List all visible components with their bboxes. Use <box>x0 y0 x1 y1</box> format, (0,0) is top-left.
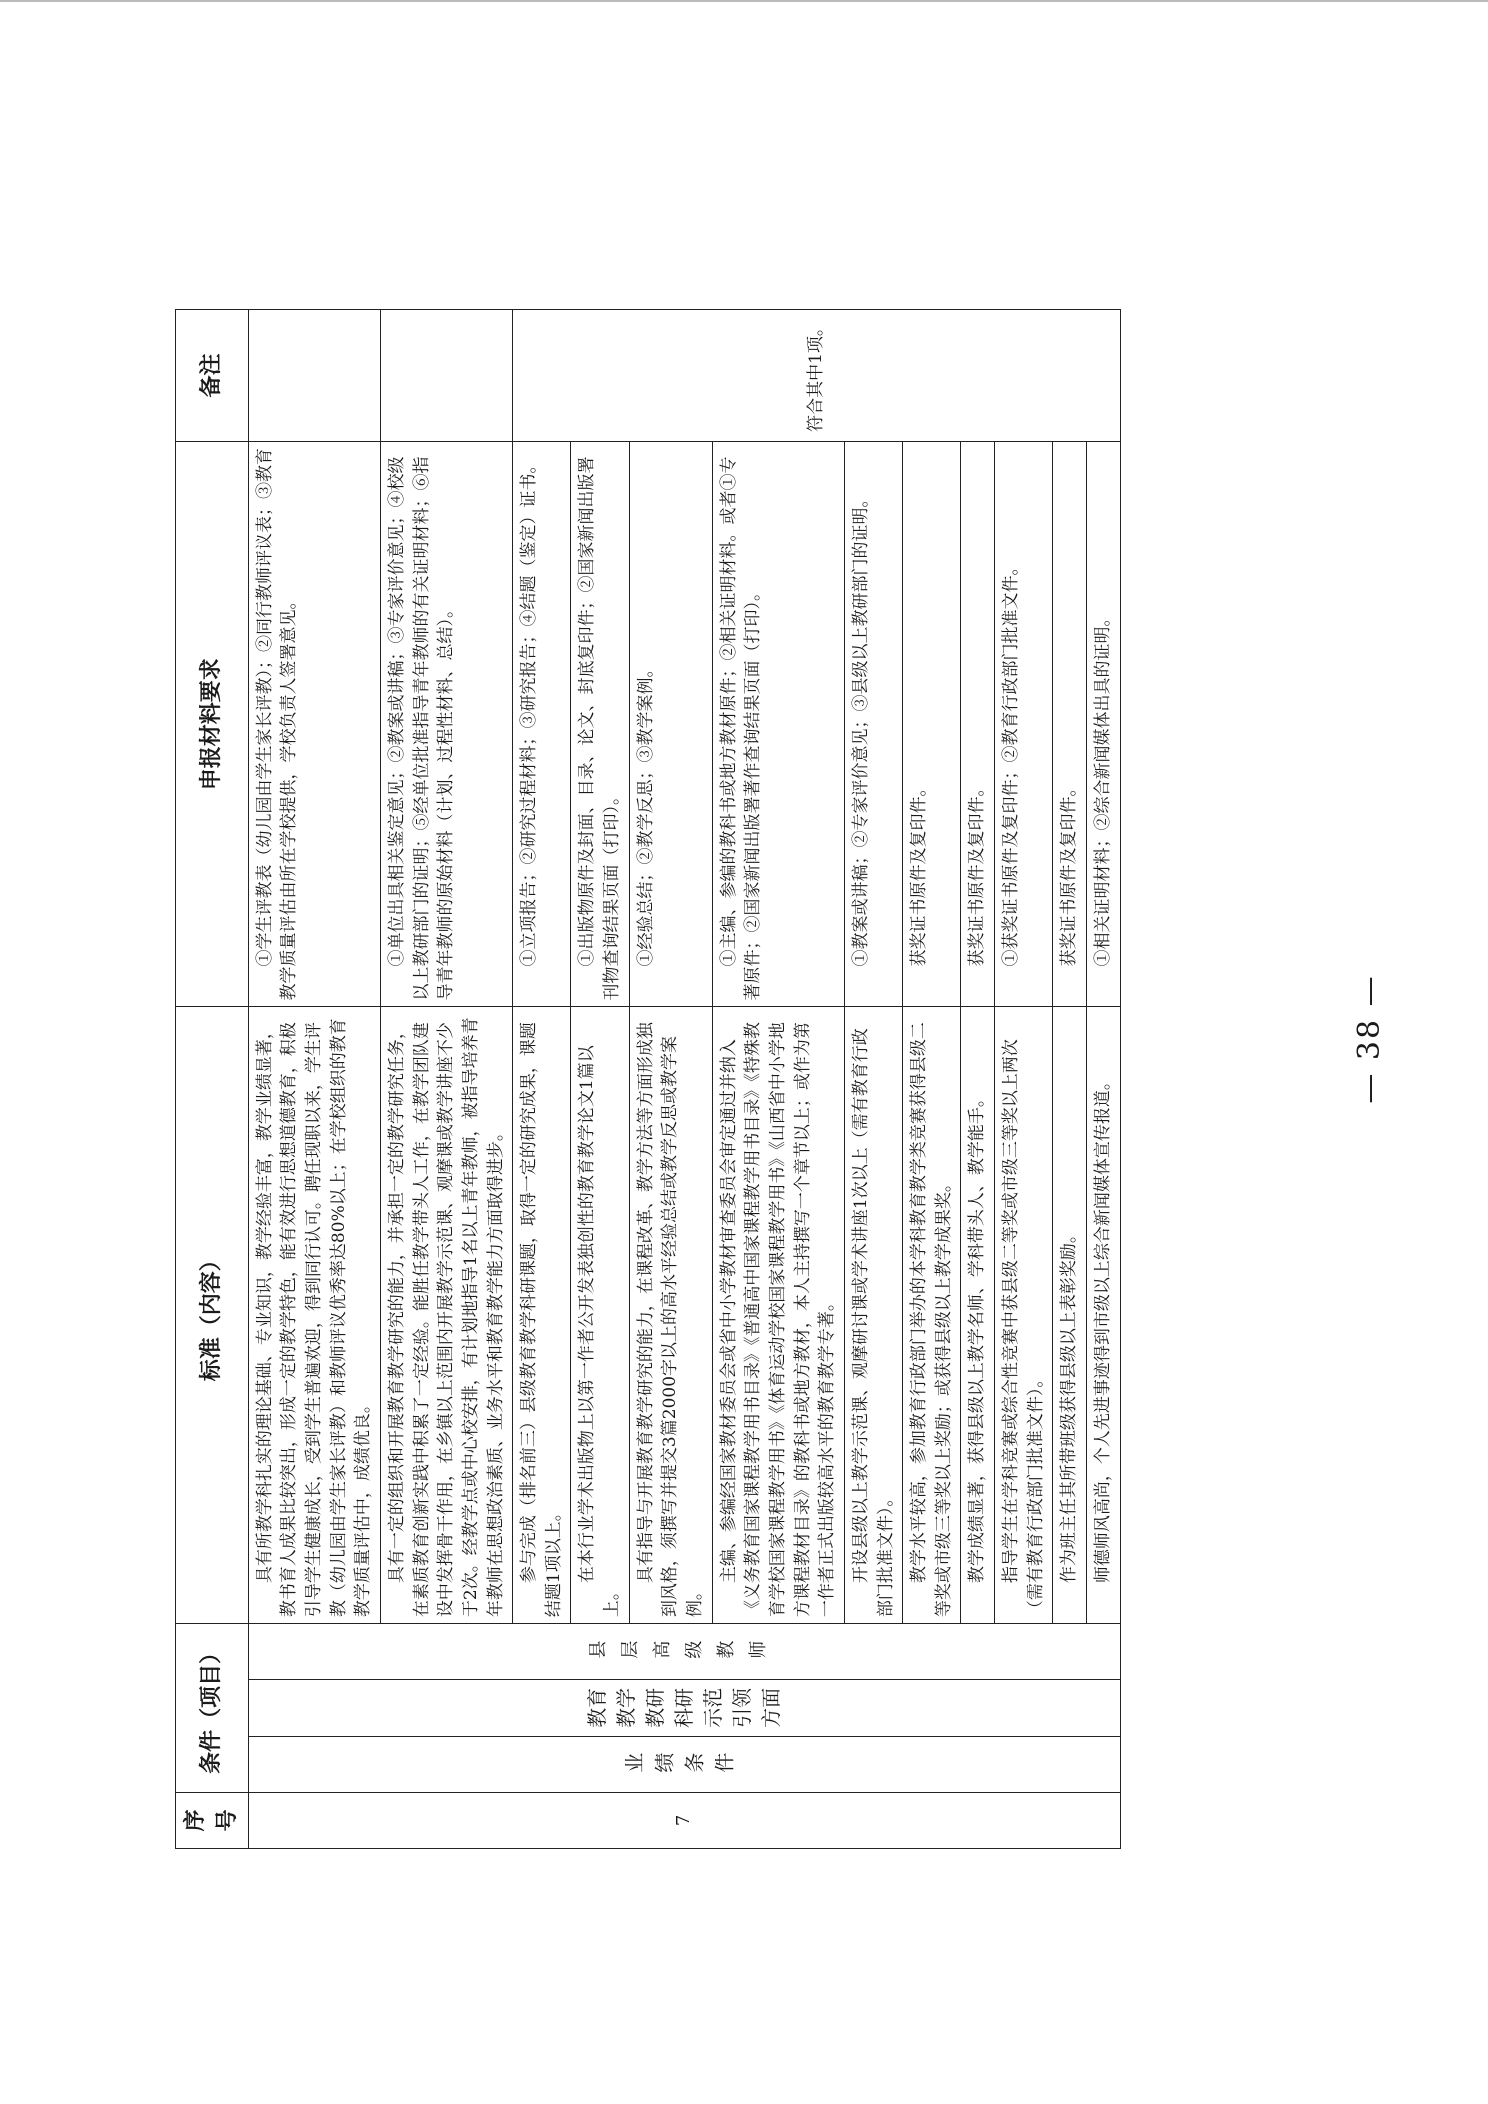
table-row <box>380 310 512 1849</box>
standard-cell: 教学水平较高，参加教育行政部门举办的本学科教育教学类竞赛获得县级二等奖或市级三等奖以上奖励；或获得县级以上教学成果奖。 <box>903 1007 961 1624</box>
standard-cell: 作为班主任其所带班级获得县级以上表彰奖励。 <box>1053 1007 1087 1624</box>
header-seq: 序号 <box>176 1792 249 1848</box>
standard-cell: 具有指导与开展教育教学研究的能力，在课程改革、教学方法等方面形成独到风格，须撰写并提交3篇2000字以上的高水平经验总结或教学反思或教学案例。 <box>629 1007 712 1624</box>
materials-cell: 获奖证书原件及复印件。 <box>961 441 995 1006</box>
standard-cell: 指导学生在学科竞赛或综合性竞赛中获县级二等奖或市级三等奖以上两次（需有教育行政部门批准文件）。 <box>995 1007 1053 1624</box>
table-row <box>961 310 995 1849</box>
table-row <box>248 310 380 1849</box>
standard-cell: 参与完成（排名前三）县级教育教学科研课题，取得一定的研究成果，课题结题1项以上。 <box>513 1007 571 1624</box>
table-row <box>629 310 712 1849</box>
criteria-table <box>175 309 1121 1849</box>
standard-cell: 教学成绩显著，获得县级以上教学名师、学科带头人、教学能手。 <box>961 1007 995 1624</box>
table-row <box>571 310 629 1849</box>
table-row <box>513 310 571 1849</box>
standard-cell: 具有所教学科扎实的理论基础、专业知识，教学经验丰富，教学业绩显著，教书育人成果比较突出，形成一定的教学特色，能有效进行思想道德教育，积极引导学生健康成长，受到学生普遍欢迎，得到同行认可。聘任现职以来，学生评教（幼儿园由学生家长评教）和教师评议优秀率达80%以上；在学校组织的教育教学质量评估中，成绩优良。 <box>248 1007 380 1624</box>
table-row <box>903 310 961 1849</box>
level-label: 县层高级教师 <box>588 1640 781 1662</box>
seq-cell: 7 <box>248 1792 1120 1848</box>
condition-item-cell: 教育教学教研科研示范引领方面 <box>248 1680 1120 1736</box>
materials-cell: ①立项报告；②研究过程材料；③研究报告；④结题（鉴定）证书。 <box>513 441 571 1006</box>
condition-group-cell <box>248 1736 1120 1792</box>
header-condition: 条件（项目） <box>176 1624 249 1793</box>
materials-cell: ①经验总结；②教学反思；③教学案例。 <box>629 441 712 1006</box>
standard-cell: 具有一定的组织和开展教育教学研究的能力，并承担一定的教学研究任务，在素质教育创新实践中积累了一定经验。能胜任教学带头人工作，在教学团队建设中发挥骨干作用，在乡镇以上范围内开展教学示范课、观摩课或教学讲座不少于2次。经教学点或中心校安排，有计划地指导1名以上青年教师，被指导培养青年教师在思想政治素质、业务水平和教育教学能力方面取得进步。 <box>380 1007 512 1624</box>
remark-cell-empty <box>248 310 380 442</box>
remark-cell: 符合其中1项。 <box>513 310 1120 442</box>
table-row <box>712 310 844 1849</box>
standard-cell: 在本行业学术出版物上以第一作者公开发表独创性的教育教学论文1篇以上。 <box>571 1007 629 1624</box>
materials-cell: ①出版物原件及封面、目录、论文、封底复印件；②国家新闻出版署刊物查询结果页面（打印）。 <box>571 441 629 1006</box>
condition-group-label: 业绩条件 <box>624 1752 745 1777</box>
materials-cell: ①教案或讲稿；②专家评价意见；③县级以上教研部门的证明。 <box>844 441 902 1006</box>
table-row <box>844 310 902 1849</box>
header-standard: 标准（内容） <box>176 1007 249 1624</box>
table-row <box>1087 310 1121 1849</box>
materials-cell: ①获奖证书原件及复印件；②教育行政部门批准文件。 <box>995 441 1053 1006</box>
standard-cell: 师德师风高尚，个人先进事迹得到市级以上综合新闻媒体宣传报道。 <box>1087 1007 1121 1624</box>
page-number: — 38 — <box>1352 974 1387 1104</box>
materials-cell: ①相关证明材料；②综合新闻媒体出具的证明。 <box>1087 441 1121 1006</box>
materials-cell: ①单位出具相关鉴定意见；②教案或讲稿；③专家评价意见；④校级以上教研部门的证明；⑤经单位批准指导青年教师的有关证明材料；⑥指导青年教师的原始材料（计划、过程性材料、总结）。 <box>380 441 512 1006</box>
standard-cell: 主编、参编经国家教材委员会或省中小学教材审查委员会审定通过并纳入《义务教育国家课程教学用书目录》《普通高中国家课程教学用书目录》《特殊教育学校国家课程教学用书》《体育运动学校国家课程教学用书》《山西省中小学地方课程教材目录》的教科书或地方教材，本人主持撰写一个章节以上；或作为第一作者正式出版较高水平的教育教学专著。 <box>712 1007 844 1624</box>
materials-cell: ①学生评教表（幼儿园由学生家长评教）；②同行教师评议表；③教育教学质量评估由所在学校提供，学校负责人签署意见。 <box>248 441 380 1006</box>
table-row <box>1053 310 1087 1849</box>
materials-cell: 获奖证书原件及复印件。 <box>903 441 961 1006</box>
remark-cell-empty <box>380 310 512 442</box>
materials-cell: 获奖证书原件及复印件。 <box>1053 441 1087 1006</box>
standard-cell: 开设县级以上教学示范课、观摩研讨课或学术讲座1次以上（需有教育行政部门批准文件）。 <box>844 1007 902 1624</box>
table-header-row <box>176 310 249 1849</box>
table-row <box>995 310 1053 1849</box>
header-materials: 申报材料要求 <box>176 441 249 1006</box>
materials-cell: ①主编、参编的教科书或地方教材原件；②相关证明材料。或者①专著原件；②国家新闻出版署著作查询结果页面（打印）。 <box>712 441 844 1006</box>
header-remarks: 备注 <box>176 310 249 442</box>
level-cell <box>248 1624 1120 1680</box>
